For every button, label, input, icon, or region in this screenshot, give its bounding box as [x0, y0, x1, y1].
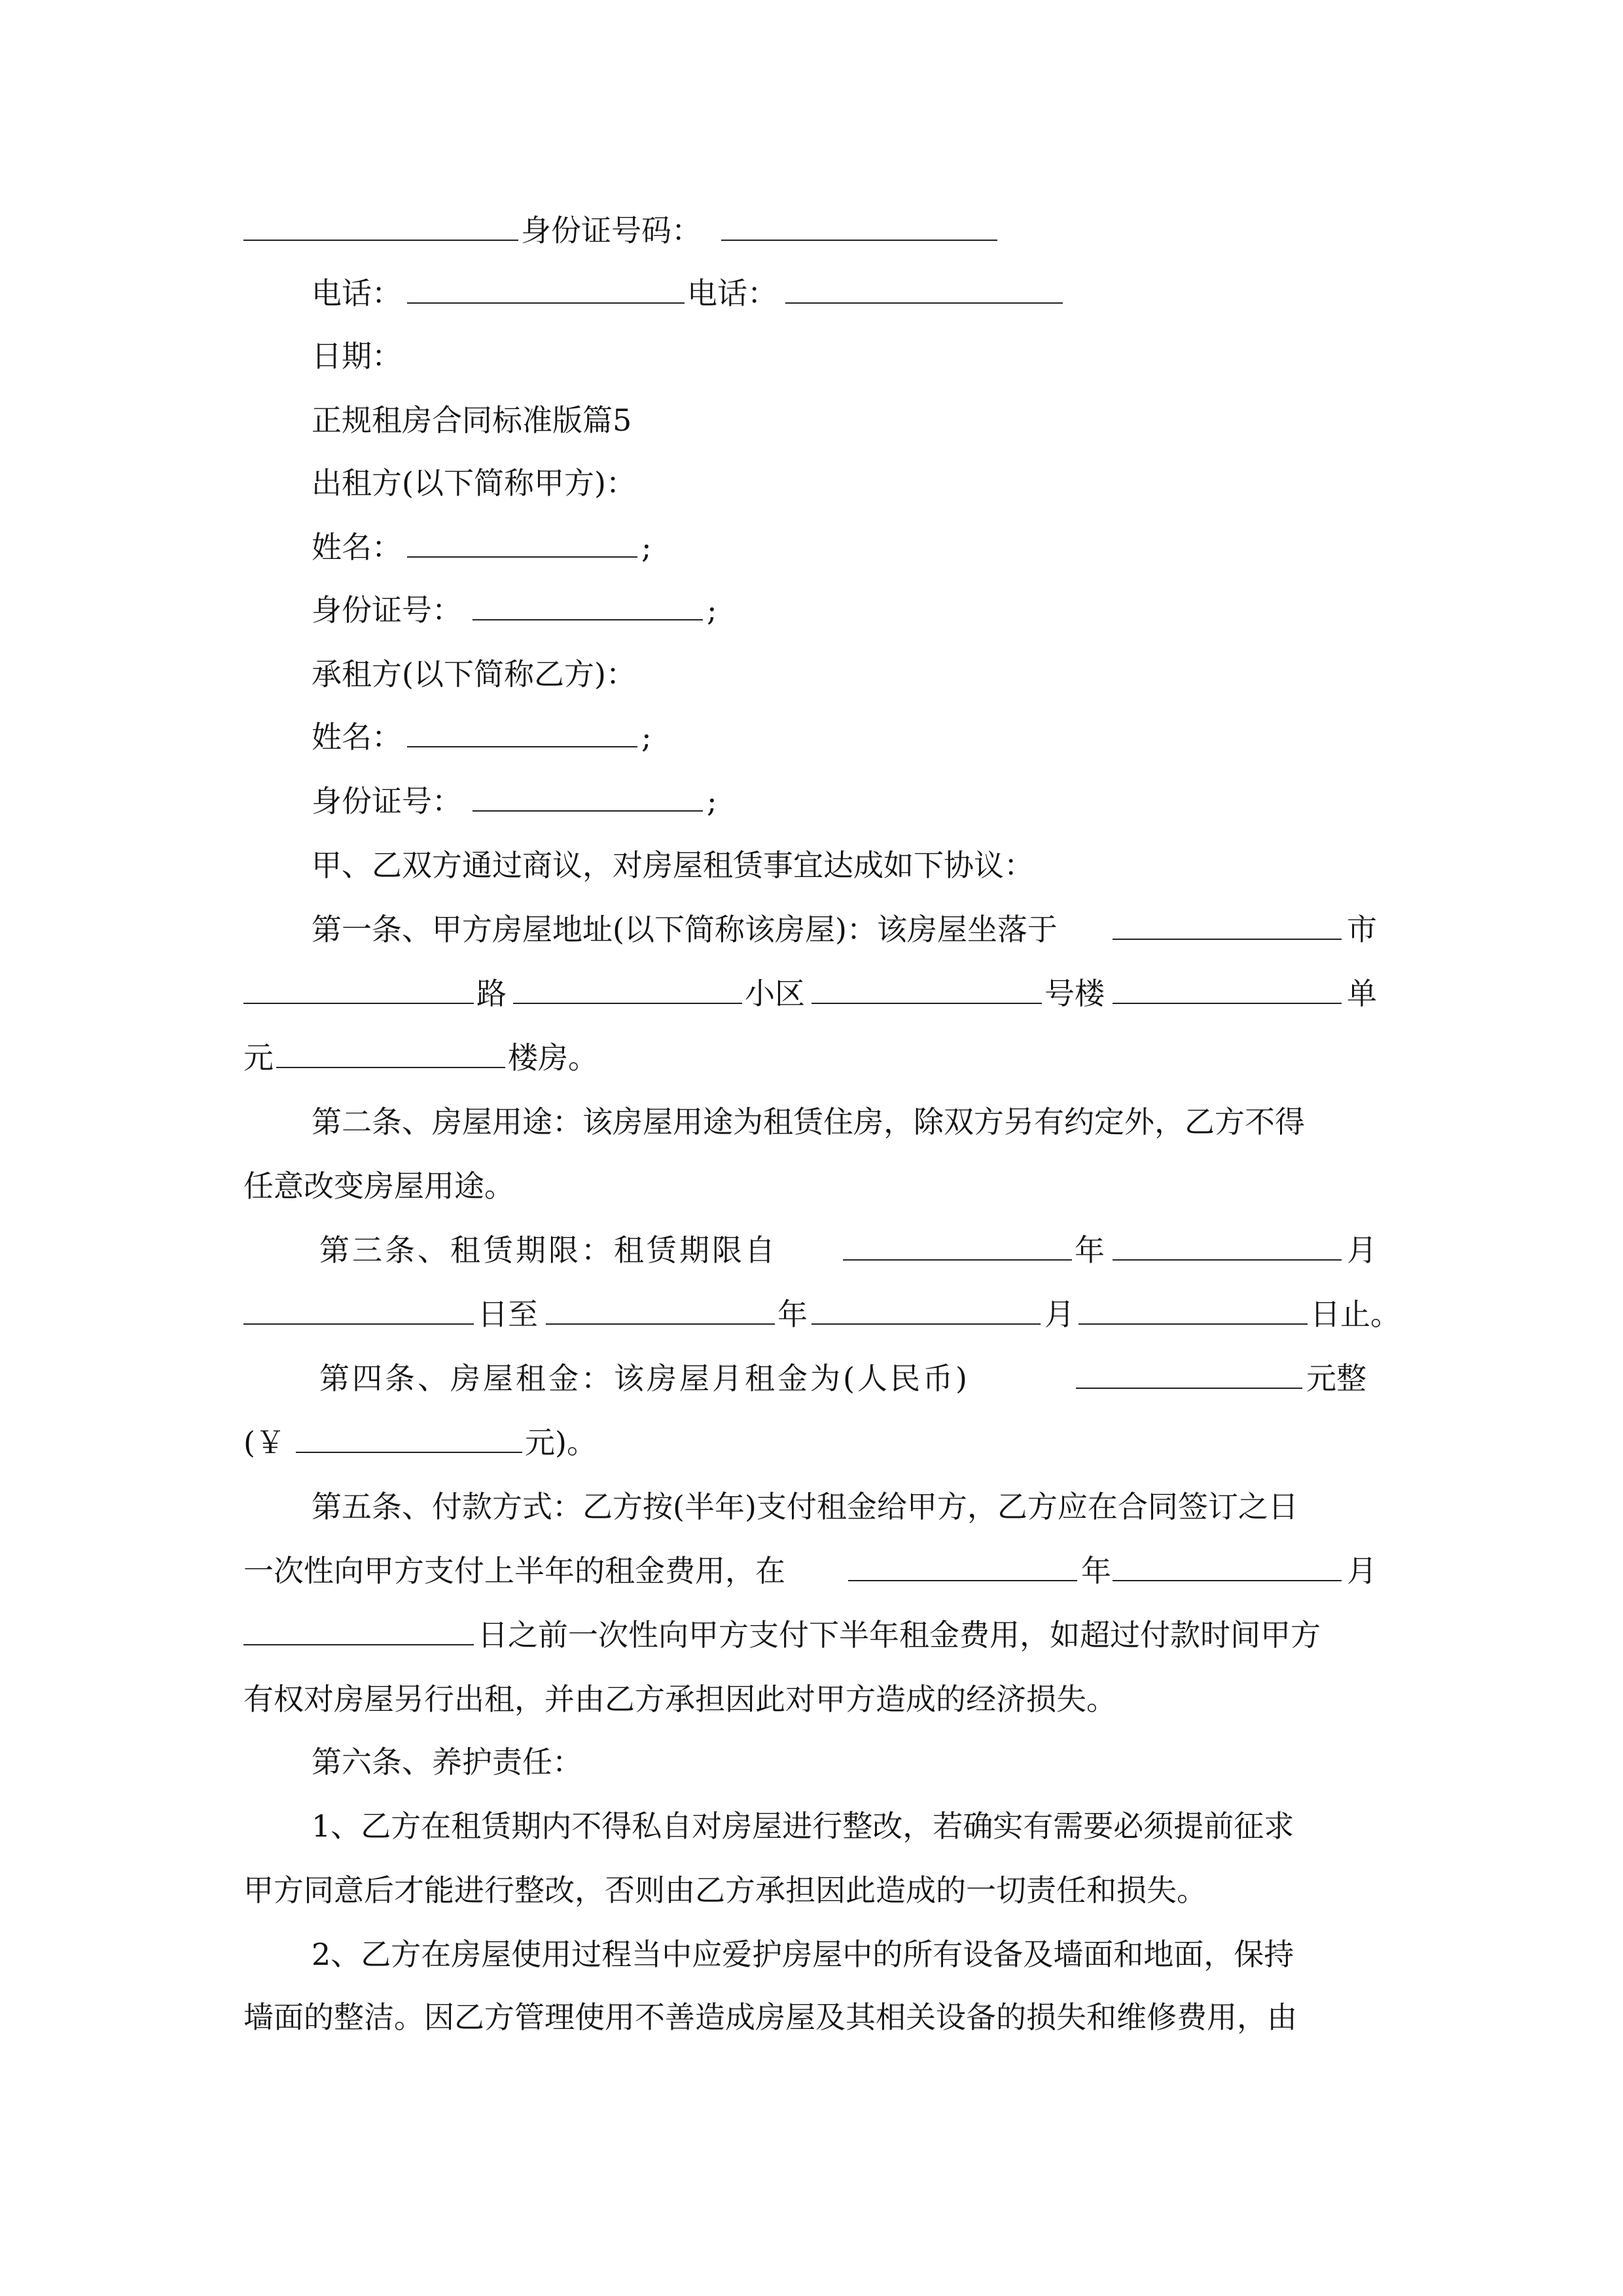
day-end-label: 日止。	[1310, 1297, 1400, 1332]
article6-item1-line2	[0, 1871, 1623, 1910]
date-label: 日期：	[312, 338, 402, 374]
lessor-name-line	[0, 528, 1623, 567]
article3-lead: 第三条、租赁期限：租赁期限自	[319, 1232, 777, 1268]
unit-label-a: 单	[1347, 976, 1377, 1011]
lessee-title: 承租方(以下简称乙方)：	[312, 656, 636, 692]
unit-label-b: 元	[243, 1040, 274, 1075]
article4-lead: 第四条、房屋租金：该房屋月租金为(人民币)	[319, 1361, 970, 1396]
article6-item2-line1	[0, 1935, 1623, 1974]
article5-line2	[0, 1551, 1623, 1590]
lessor-title: 出租方(以下简称甲方)：	[312, 465, 636, 501]
article5-line3	[0, 1615, 1623, 1655]
month-label-2: 月	[1044, 1297, 1075, 1332]
blank-field	[812, 1295, 1041, 1325]
semicolon: ;	[641, 719, 652, 755]
article2-text-1: 第二条、房屋用途：该房屋用途为租赁住房，除双方另有约定外，乙方不得	[312, 1104, 1305, 1139]
article5-line1	[0, 1487, 1623, 1526]
blank-field	[785, 274, 1063, 304]
article2-line1	[0, 1102, 1623, 1141]
blank-field	[721, 211, 997, 241]
blank-field	[513, 974, 742, 1004]
blank-field	[407, 274, 685, 304]
lessee-name-line	[0, 717, 1623, 757]
paren-close: 元)。	[525, 1425, 597, 1460]
paren-open: (￥	[243, 1425, 285, 1460]
blank-field	[473, 781, 703, 812]
article5-text-1: 第五条、付款方式：乙方按(半年)支付租金给甲方，乙方应在合同签订之日	[312, 1489, 1298, 1524]
article6-item2-line2	[0, 1998, 1623, 2037]
year-label-2: 年	[777, 1297, 808, 1332]
id-number-label: 身份证号码：	[521, 213, 702, 248]
lessee-name-label: 姓名：	[312, 719, 402, 755]
floor-label: 楼房。	[508, 1040, 598, 1075]
article6-item2-text-1: 2、乙方在房屋使用过程当中应爱护房屋中的所有设备及墙面和地面，保持	[312, 1937, 1294, 1972]
blank-field	[407, 717, 637, 747]
phone-label-2: 电话：	[687, 276, 777, 311]
blank-field	[276, 1038, 505, 1068]
building-label: 号楼	[1044, 976, 1105, 1011]
article4-line2	[0, 1423, 1623, 1462]
lessor-id-line	[0, 590, 1623, 630]
month-label: 月	[1347, 1232, 1377, 1268]
article3-line2	[0, 1295, 1623, 1334]
city-label: 市	[1347, 912, 1377, 947]
blank-field	[243, 974, 474, 1004]
article2-text-2: 任意改变房屋用途。	[243, 1168, 514, 1204]
article1-lead: 第一条、甲方房屋地址(以下简称该房屋)：该房屋坐落于	[312, 912, 1058, 947]
semicolon: ;	[641, 529, 652, 565]
semicolon: ;	[707, 783, 717, 819]
article6-item1-line1	[0, 1806, 1623, 1846]
blank-field	[546, 1295, 775, 1325]
blank-field	[1076, 1359, 1302, 1389]
article4-line1	[0, 1359, 1623, 1398]
article5-tail-3: 日之前一次性向甲方支付下半年租金费用，如超过付款时间甲方	[478, 1617, 1321, 1653]
article6-title: 第六条、养护责任：	[312, 1744, 582, 1780]
article6-title-line	[0, 1742, 1623, 1782]
month-label: 月	[1347, 1553, 1377, 1588]
semicolon: ;	[707, 592, 717, 628]
intro-text: 甲、乙双方通过商议，对房屋租赁事宜达成如下协议：	[312, 848, 1034, 883]
article1-line2	[0, 974, 1623, 1013]
article2-line2	[0, 1166, 1623, 1206]
day-to-label: 日至	[478, 1297, 538, 1332]
year-label: 年	[1075, 1232, 1105, 1268]
article3-line1	[0, 1230, 1623, 1270]
road-label: 路	[476, 976, 507, 1011]
article1-line1	[0, 910, 1623, 949]
blank-field	[1113, 1230, 1342, 1261]
blank-field	[407, 528, 637, 558]
lessor-title-line	[0, 463, 1623, 503]
article5-lead-2: 一次性向甲方支付上半年的租金费用，在	[243, 1553, 785, 1588]
blank-field	[473, 590, 703, 620]
section-heading	[0, 401, 1623, 440]
lessee-title-line	[0, 655, 1623, 694]
date-line	[0, 336, 1623, 376]
lessee-id-line	[0, 781, 1623, 821]
article5-line4	[0, 1679, 1623, 1719]
year-label: 年	[1081, 1553, 1111, 1588]
blank-field	[812, 974, 1042, 1004]
community-label: 小区	[745, 976, 805, 1011]
blank-field	[296, 1423, 522, 1453]
blank-field	[848, 1551, 1077, 1581]
intro-line	[0, 846, 1623, 885]
blank-field	[1113, 910, 1342, 940]
article6-item1-text-1: 1、乙方在租赁期内不得私自对房屋进行整改，若确实有需要必须提前征求	[312, 1808, 1294, 1844]
article5-text-4: 有权对房屋另行出租，并由乙方承担因此对甲方造成的经济损失。	[243, 1681, 1116, 1717]
article1-line3	[0, 1038, 1623, 1077]
lessee-id-label: 身份证号：	[312, 783, 462, 819]
blank-field	[1113, 1551, 1342, 1581]
article6-item1-text-2: 甲方同意后才能进行整改，否则由乙方承担因此造成的一切责任和损失。	[243, 1873, 1207, 1908]
phone-label-1: 电话：	[312, 276, 402, 311]
blank-field	[843, 1230, 1072, 1261]
id-number-line	[0, 211, 1623, 250]
lessor-name-label: 姓名：	[312, 529, 402, 565]
heading-text: 正规租房合同标准版篇5	[312, 403, 632, 438]
blank-field	[243, 1615, 474, 1645]
lessor-id-label: 身份证号：	[312, 592, 462, 628]
blank-field	[1079, 1295, 1308, 1325]
yuan-whole-label: 元整	[1306, 1361, 1366, 1396]
phone-line	[0, 274, 1623, 313]
blank-field	[243, 211, 518, 241]
blank-field	[243, 1295, 474, 1325]
article6-item2-text-2: 墙面的整洁。因乙方管理使用不善造成房屋及其相关设备的损失和维修费用，由	[243, 2000, 1297, 2035]
blank-field	[1113, 974, 1342, 1004]
